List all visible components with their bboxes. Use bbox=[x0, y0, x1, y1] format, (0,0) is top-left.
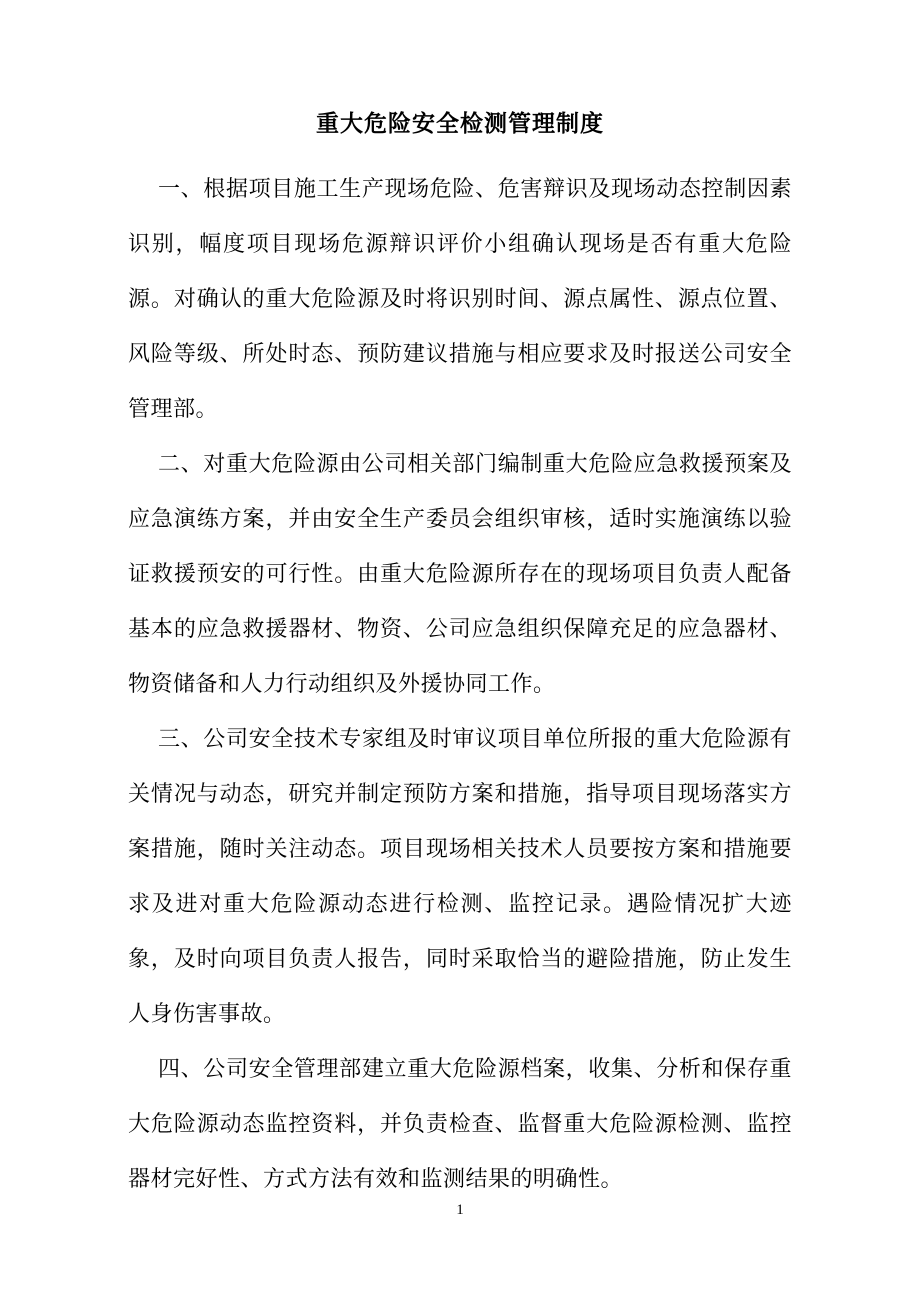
paragraph-4: 四、公司安全管理部建立重大危险源档案，收集、分析和保存重大危险源动态监控资料，并负责检查、监督重大危险源检测、监控器材完好性、方式方法有效和监测结果的明确性。 bbox=[128, 1056, 792, 1191]
paragraph-1: 一、根据项目施工生产现场危险、危害辩识及现场动态控制因素识别，幅度项目现场危源辩识评价小组确认现场是否有重大危险源。对确认的重大危险源及时将识别时间、源点属性、源点位置、风险等级、所处时态、预防建议措施与相应要求及时报送公司安全管理部。 bbox=[128, 176, 792, 421]
document-body bbox=[128, 96, 792, 1206]
document-title: 重大危险安全检测管理制度 bbox=[316, 111, 604, 136]
paragraph-2: 二、对重大危险源由公司相关部门编制重大危险应急救援预案及应急演练方案，并由安全生产委员会组织审核，适时实施演练以验证救援预安的可行性。由重大危险源所存在的现场项目负责人配备基本的应急救援器材、物资、公司应急组织保障充足的应急器材、物资储备和人力行动组织及外援协同工作。 bbox=[128, 451, 792, 696]
page-number: 1 bbox=[456, 1202, 464, 1218]
paragraph-3: 三、公司安全技术专家组及时审议项目单位所报的重大危险源有关情况与动态，研究并制定预防方案和措施，指导项目现场落实方案措施，随时关注动态。项目现场相关技术人员要按方案和措施要求及进对重大危险源动态进行检测、监控记录。遇险情况扩大迹象，及时向项目负责人报告，同时采取恰当的避险措施，防止发生人身伤害事故。 bbox=[128, 726, 792, 1026]
